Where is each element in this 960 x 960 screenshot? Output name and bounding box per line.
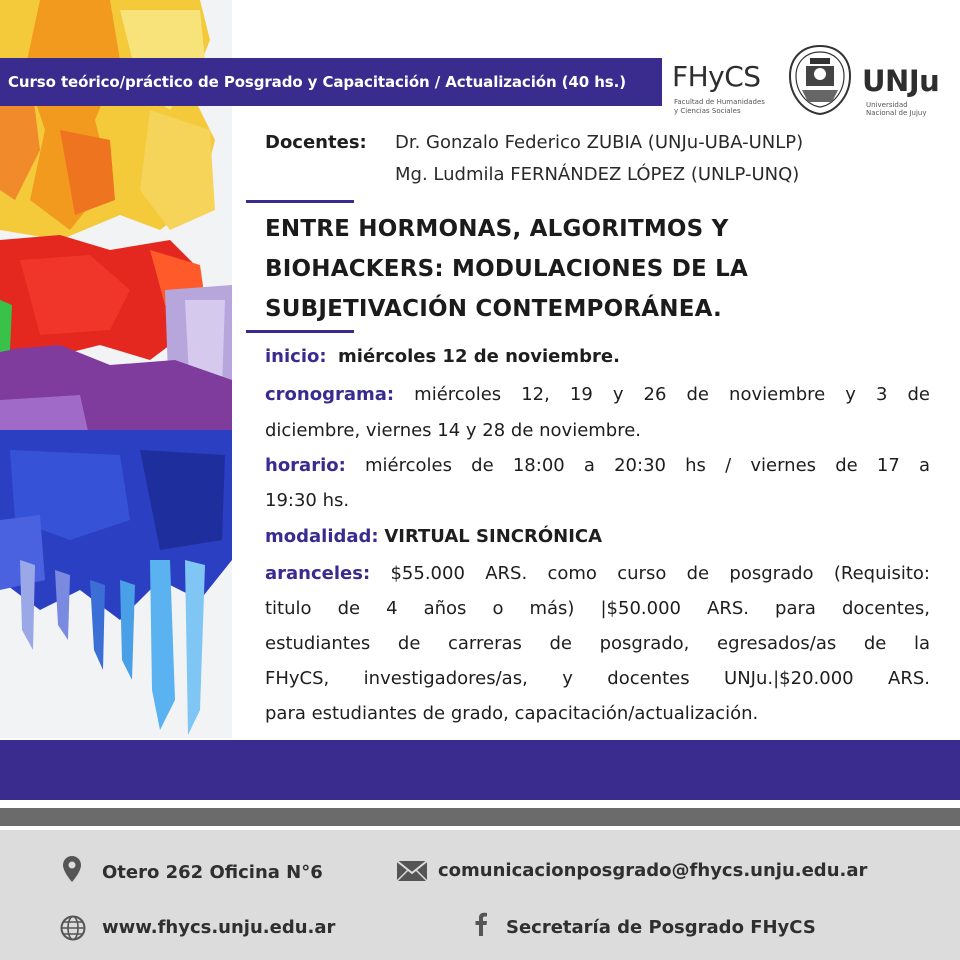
cronograma-value: diciembre, viernes 14 y 28 de noviembre.	[265, 420, 642, 441]
docente-item: Dr. Gonzalo Federico ZUBIA (UNJu-UBA-UNLP)	[395, 132, 804, 153]
fhycs-logo	[672, 60, 782, 120]
address-text: Otero 262 Oficina N°6	[102, 862, 323, 883]
aranceles-value: titulo de 4 años o más) |$50.000 ARS. para docentes,	[265, 598, 930, 619]
location-pin-icon	[62, 855, 82, 883]
divider	[246, 200, 354, 203]
inicio-row	[265, 346, 620, 367]
cronograma-label: cronograma:	[265, 384, 395, 405]
aranceles-label: aranceles:	[265, 563, 371, 584]
cronograma-value: miércoles 12, 19 y 26 de noviembre y 3 de	[414, 384, 930, 405]
fhycs-logo-title: FHyCS	[672, 60, 761, 93]
envelope-icon	[396, 860, 428, 882]
aranceles-row	[265, 563, 930, 584]
website-link[interactable]: www.fhycs.unju.edu.ar	[102, 917, 336, 938]
email-link[interactable]: comunicacionposgrado@fhycs.unju.edu.ar	[438, 860, 868, 881]
horario-value: miércoles de 18:00 a 20:30 hs / viernes de 17 a	[365, 455, 930, 476]
horario-row-cont	[265, 490, 349, 511]
aranceles-value: estudiantes de carreras de posgrado, egresados/as de la	[265, 633, 930, 654]
course-type-text: Curso teórico/práctico de Posgrado y Capacitación / Actualización (40 hs.)	[8, 73, 626, 91]
inicio-label: inicio:	[265, 346, 327, 367]
unju-logo-subtitle: Universidad	[866, 101, 908, 109]
aranceles-row-cont	[265, 633, 930, 654]
globe-icon	[60, 915, 86, 941]
abstract-painting	[0, 0, 232, 738]
fhycs-logo-subtitle: Facultad de Humanidades	[674, 98, 765, 106]
inicio-value: miércoles 12 de noviembre.	[338, 346, 620, 367]
horario-label: horario:	[265, 455, 346, 476]
docentes-label: Docentes:	[265, 132, 367, 153]
course-title-line: ENTRE HORMONAS, ALGORITMOS Y	[265, 216, 729, 242]
aranceles-value: $55.000 ARS. como curso de posgrado (Requisito:	[390, 563, 930, 584]
cronograma-row-cont	[265, 420, 641, 441]
aranceles-row-cont	[265, 668, 930, 689]
course-title-line: BIOHACKERS: MODULACIONES DE LA	[265, 256, 749, 282]
modalidad-row	[265, 526, 602, 547]
unju-logo-subtitle: Nacional de Jujuy	[866, 109, 927, 117]
painting-artwork	[0, 0, 232, 738]
aranceles-row-cont	[265, 598, 930, 619]
modalidad-value: VIRTUAL SINCRÓNICA	[384, 526, 603, 547]
docente-item: Mg. Ludmila FERNÁNDEZ LÓPEZ (UNLP-UNQ)	[395, 164, 800, 185]
facebook-icon	[474, 912, 488, 936]
contact-footer	[0, 830, 960, 960]
aranceles-value: para estudiantes de grado, capacitación/actualización.	[265, 703, 759, 724]
course-title-line: SUBJETIVACIÓN CONTEMPORÁNEA.	[265, 296, 722, 322]
aranceles-value: FHyCS, investigadores/as, y docentes UNJu.|$20.000 ARS.	[265, 668, 930, 689]
horario-value: 19:30 hs.	[265, 490, 350, 511]
facebook-link[interactable]: Secretaría de Posgrado FHyCS	[506, 917, 816, 938]
fhycs-logo-subtitle: y Ciencias Sociales	[674, 107, 741, 115]
course-type-banner	[0, 58, 662, 106]
footer-divider-strip	[0, 808, 960, 826]
unju-logo-title: UNJu	[862, 64, 940, 98]
cronograma-row	[265, 384, 930, 405]
unju-seal-icon	[788, 44, 852, 116]
horario-row	[265, 455, 930, 476]
modalidad-label: modalidad:	[265, 526, 379, 547]
aranceles-row-cont	[265, 703, 758, 724]
divider	[246, 330, 354, 333]
footer-accent-band	[0, 740, 960, 800]
